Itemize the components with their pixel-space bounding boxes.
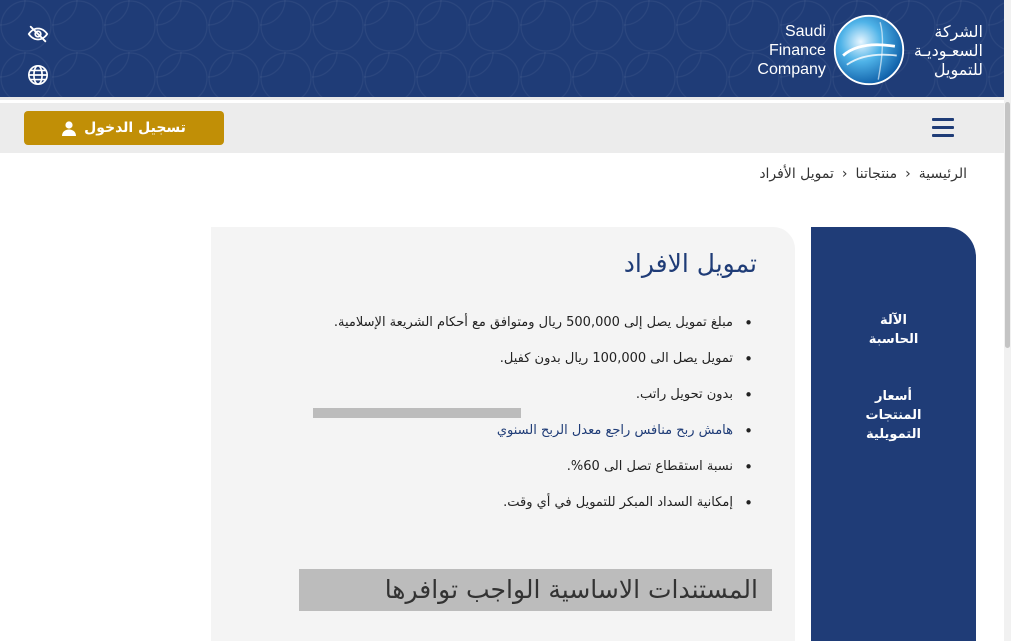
section-subheading-band [313,408,521,418]
chevron-left-icon: ‹ [841,166,848,182]
logo-en-line: Saudi [784,22,826,40]
sidebar-label-line: المنتجات [865,408,922,423]
logo-ar-line: الشركة [934,21,983,41]
sidebar-prices-label [811,387,976,444]
page-scrollbar[interactable] [1004,0,1011,641]
feature-item: • تمويل يصل الى 100,000 ريال بدون كفيل. [227,347,757,383]
logo-ar-line: للتمويل [933,59,983,79]
breadcrumb-current: تمويل الأفراد [759,166,834,182]
globe-icon[interactable] [26,63,50,87]
sidebar-item-calculator[interactable] [811,311,976,349]
sidebar-label-line: الآلة [880,313,907,328]
breadcrumb [759,166,967,182]
logo-globe-icon [832,13,906,87]
sidebar-calculator-label [811,311,976,349]
chevron-left-icon: ‹ [905,166,911,182]
login-button[interactable] [24,111,224,145]
feature-list [227,311,757,527]
logo-en-line: Finance [768,41,826,59]
site-header [0,0,1011,100]
login-label: تسجيل الدخول [84,120,186,136]
feature-item: • بدون تحويل راتب. [227,383,757,419]
sidebar-label-line: الحاسبة [868,332,919,347]
scrollbar-thumb[interactable] [1005,102,1010,348]
toolbar [0,103,1011,153]
product-content-card [211,227,795,641]
side-nav-panel [811,227,976,641]
logo-ar-line: السعـوديـة [913,40,983,60]
breadcrumb-products[interactable]: منتجاتنا [855,166,898,182]
sidebar-label-line: أسعار [875,389,912,404]
sidebar-item-product-prices[interactable] [811,387,976,444]
eye-off-icon[interactable] [26,22,50,46]
user-icon [62,121,76,136]
breadcrumb-home[interactable]: الرئيسية [918,166,967,182]
hamburger-menu-icon[interactable] [932,118,954,138]
logo-english-text [757,22,825,79]
logo-arabic-text [914,22,983,79]
company-logo[interactable] [757,12,983,88]
feature-item: • نسبة استقطاع تصل الى 60%. [227,455,757,491]
logo-en-line: Company [757,60,826,78]
feature-item-profit-rate-link[interactable]: • هامش ربح منافس راجع معدل الربح السنوي [227,419,757,455]
sidebar-label-line: التمويلية [866,427,921,442]
feature-item: • مبلغ تمويل يصل إلى 500,000 ريال ومتوافق مع أحكام الشريعة الإسلامية. [227,311,757,347]
page-title: تمويل الافراد [623,249,757,278]
required-documents-heading: المستندات الاساسية الواجب توافرها [299,569,772,611]
feature-item: • إمكانية السداد المبكر للتمويل في أي وقت. [227,491,757,527]
